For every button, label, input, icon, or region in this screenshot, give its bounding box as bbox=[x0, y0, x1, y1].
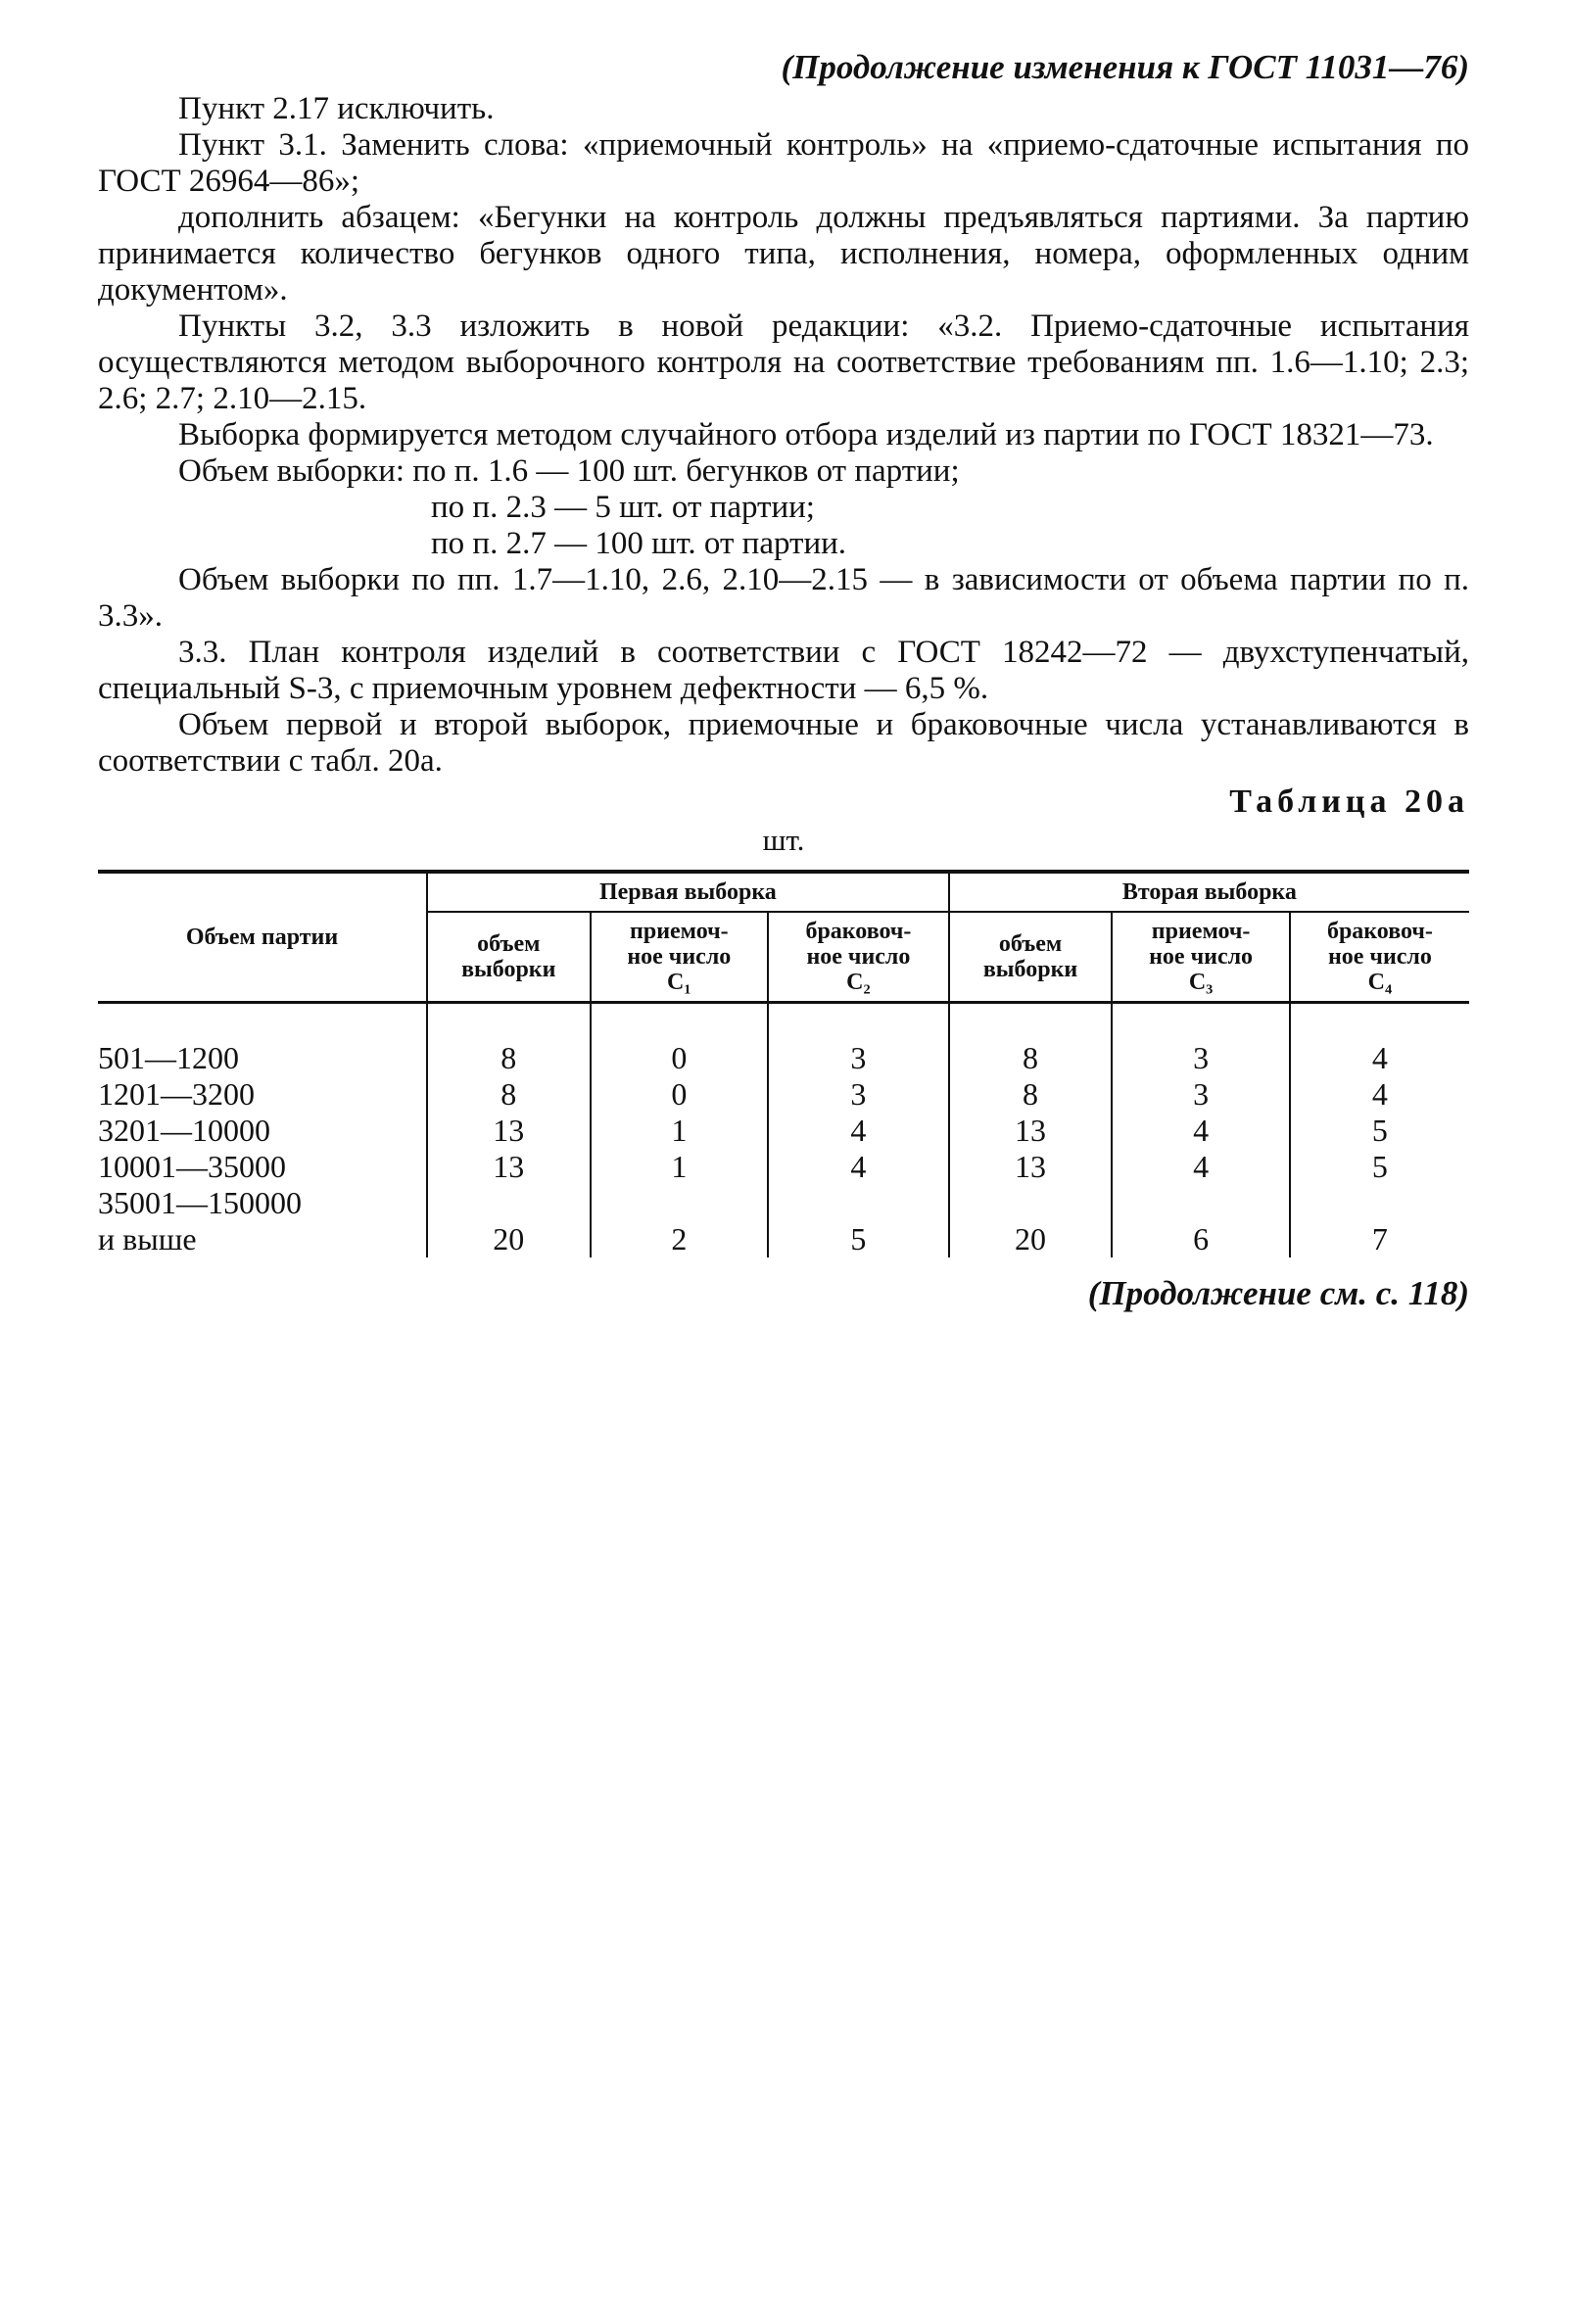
table-label: Таблица 20а bbox=[1229, 783, 1469, 820]
paragraph: 3.3. План контроля изделий в соответствии с ГОСТ 18242—72 — двухступенчатый, специальный S-3, с приемочным уровнем дефектности — 6,5 %. bbox=[98, 635, 1469, 706]
sampling-table bbox=[98, 870, 1469, 1257]
table-row: 3201—10000 13 1 4 13 4 5 bbox=[98, 1113, 1469, 1149]
subheader-cell: приемоч- ное число C₁ bbox=[591, 912, 769, 1003]
table-spacer-row bbox=[98, 1003, 1469, 1041]
paragraph: Объем первой и второй выборок, приемочные и браковочные числа устанавливаются в соответствии с табл. 20а. bbox=[98, 707, 1469, 779]
paragraph: Пункты 3.2, 3.3 изложить в новой редакции: «3.2. Приемо-сдаточные испытания осуществляются методом выборочного контроля на соответствие требованиям пп. 1.6—1.10; 2.3; 2.6; 2.7; 2.10—2.15. bbox=[98, 308, 1469, 416]
table-unit: шт. bbox=[762, 823, 805, 857]
subheader-cell: браковоч- ное число C₄ bbox=[1290, 912, 1469, 1003]
paragraph: Пункт 2.17 исключить. bbox=[178, 91, 495, 126]
group-second-sample: Вторая выборка bbox=[949, 872, 1469, 912]
subheader-cell: объем выборки bbox=[427, 912, 591, 1003]
table-row: и выше 20 2 5 20 6 7 bbox=[98, 1221, 1469, 1257]
continuation-header: (Продолжение изменения к ГОСТ 11031—76) bbox=[781, 48, 1469, 86]
paragraph: Выборка формируется методом случайного отбора изделий из партии по ГОСТ 18321—73. bbox=[178, 417, 1434, 452]
paragraph: Объем выборки: по п. 1.6 — 100 шт. бегунков от партии; bbox=[178, 453, 960, 489]
group-first-sample: Первая выборка bbox=[427, 872, 949, 912]
document-page bbox=[98, 49, 1469, 1311]
paragraph: дополнить абзацем: «Бегунки на контроль должны предъявляться партиями. За партию принимается количество бегунков одного типа, исполнения, номера, оформленных одним документом». bbox=[98, 200, 1469, 308]
table-row: 35001—150000 bbox=[98, 1185, 1469, 1221]
continuation-footer: (Продолжение см. с. 118) bbox=[1087, 1274, 1469, 1312]
paragraph: Пункт 3.1. Заменить слова: «приемочный контроль» на «приемо-сдаточные испытания по ГОСТ 26964—86»; bbox=[98, 127, 1469, 199]
table-row: 501—1200 8 0 3 8 3 4 bbox=[98, 1040, 1469, 1076]
paragraph: Объем выборки по пп. 1.7—1.10, 2.6, 2.10—2.15 — в зависимости от объема партии по п. 3.3». bbox=[98, 562, 1469, 634]
table-row: 10001—35000 13 1 4 13 4 5 bbox=[98, 1149, 1469, 1185]
col-party-header: Объем партии bbox=[98, 872, 427, 1003]
subheader-cell: браковоч- ное число C₂ bbox=[768, 912, 949, 1003]
subheader-cell: приемоч- ное число C₃ bbox=[1112, 912, 1290, 1003]
paragraph: по п. 2.7 — 100 шт. от партии. bbox=[431, 526, 847, 561]
paragraph: по п. 2.3 — 5 шт. от партии; bbox=[431, 490, 815, 525]
table-row: 1201—3200 8 0 3 8 3 4 bbox=[98, 1076, 1469, 1113]
subheader-cell: объем выборки bbox=[949, 912, 1113, 1003]
